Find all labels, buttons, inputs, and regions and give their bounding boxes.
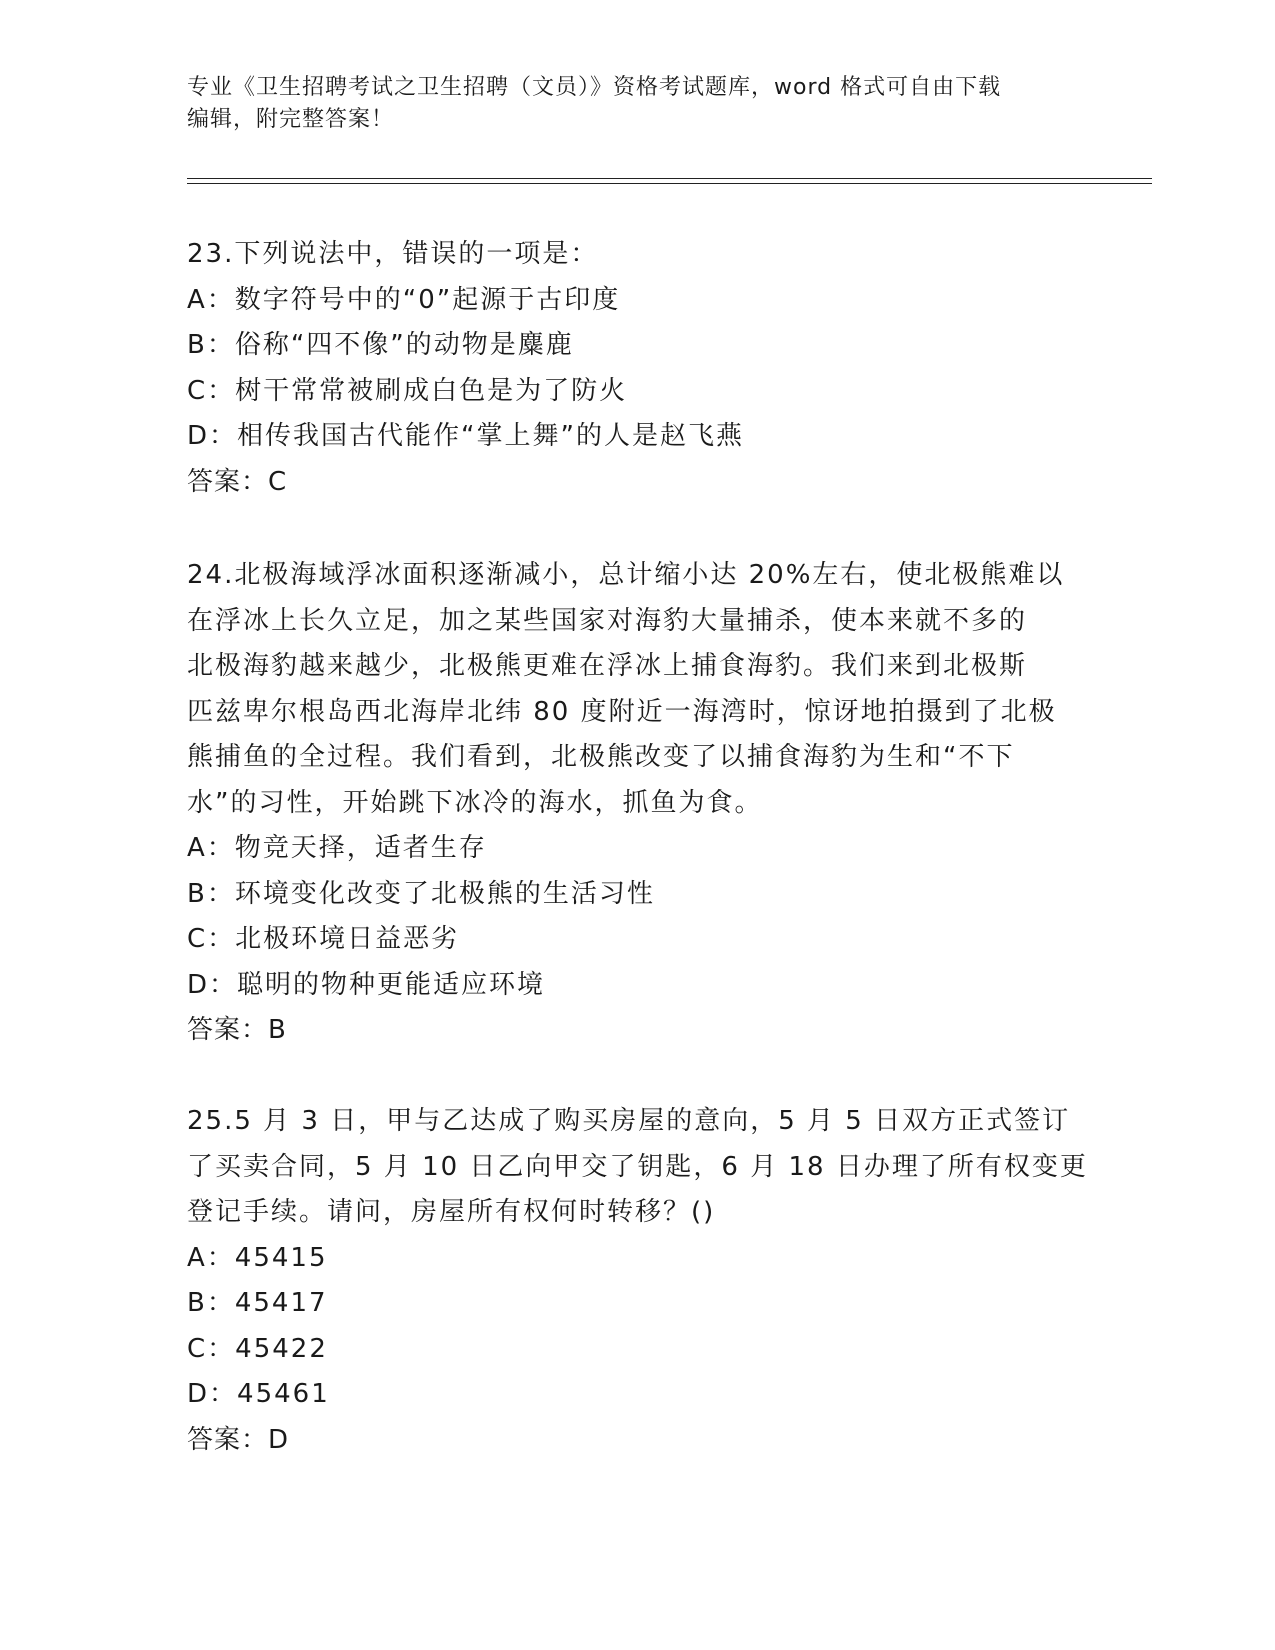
- header-line-2: 编辑，附完整答案！: [187, 107, 395, 132]
- answer-label: 答案：C: [187, 466, 288, 497]
- question-stem-line: 在浮冰上长久立足，加之某些国家对海豹大量捕杀，使本来就不多的: [187, 605, 1028, 636]
- header-divider-bottom: [187, 183, 1152, 184]
- question-stem-line: 23.下列说法中，错误的一项是：: [187, 239, 599, 269]
- option-d: D：相传我国古代能作“掌上舞”的人是赵飞燕: [187, 421, 744, 451]
- header-divider-top: [187, 178, 1152, 179]
- question-stem-line: 了买卖合同，5 月 10 日乙向甲交了钥匙，6 月 18 日办理了所有权变更: [187, 1151, 1088, 1182]
- answer-label: 答案：D: [187, 1424, 290, 1455]
- option-c: C：45422: [187, 1333, 328, 1364]
- option-a: A：数字符号中的“0”起源于古印度: [187, 284, 621, 315]
- option-d: D：聪明的物种更能适应环境: [187, 969, 546, 1000]
- question-stem-line: 北极海豹越来越少，北极熊更难在浮冰上捕食海豹。我们来到北极斯: [187, 651, 1028, 681]
- option-c: C：北极环境日益恶劣: [187, 924, 460, 954]
- document-header: [187, 72, 1067, 136]
- option-c: C：树干常常被刷成白色是为了防火: [187, 375, 628, 406]
- option-a: A：45415: [187, 1242, 328, 1273]
- option-b: B：环境变化改变了北极熊的生活习性: [187, 878, 655, 909]
- question-stem-line: 匹兹卑尔根岛西北海岸北纬 80 度附近一海湾时，惊讶地拍摄到了北极: [187, 696, 1057, 727]
- question-24: [187, 553, 1077, 1054]
- option-a: A：物竞天择，适者生存: [187, 833, 487, 863]
- question-stem-line: 24.北极海域浮冰面积逐渐减小，总计缩小达 20%左右，使北极熊难以: [187, 560, 1065, 590]
- question-stem-line: 25.5 月 3 日，甲与乙达成了购买房屋的意向，5 月 5 日双方正式签订: [187, 1106, 1071, 1136]
- question-stem-line: 登记手续。请问，房屋所有权何时转移？(): [187, 1197, 716, 1227]
- option-b: B：俗称“四不像”的动物是麋鹿: [187, 330, 574, 360]
- option-d: D：45461: [187, 1379, 330, 1409]
- header-line-1: 专业《卫生招聘考试之卫生招聘（文员）》资格考试题库，word 格式可自由下载: [187, 75, 1002, 100]
- answer-label: 答案：B: [187, 1015, 287, 1045]
- question-25: [187, 1099, 1088, 1463]
- question-stem-line: 熊捕鱼的全过程。我们看到，北极熊改变了以捕食海豹为生和“不下: [187, 742, 1015, 772]
- question-stem-line: 水”的习性，开始跳下冰冷的海水，抓鱼为食。: [187, 787, 763, 818]
- option-b: B：45417: [187, 1288, 328, 1318]
- question-23: [187, 232, 1077, 505]
